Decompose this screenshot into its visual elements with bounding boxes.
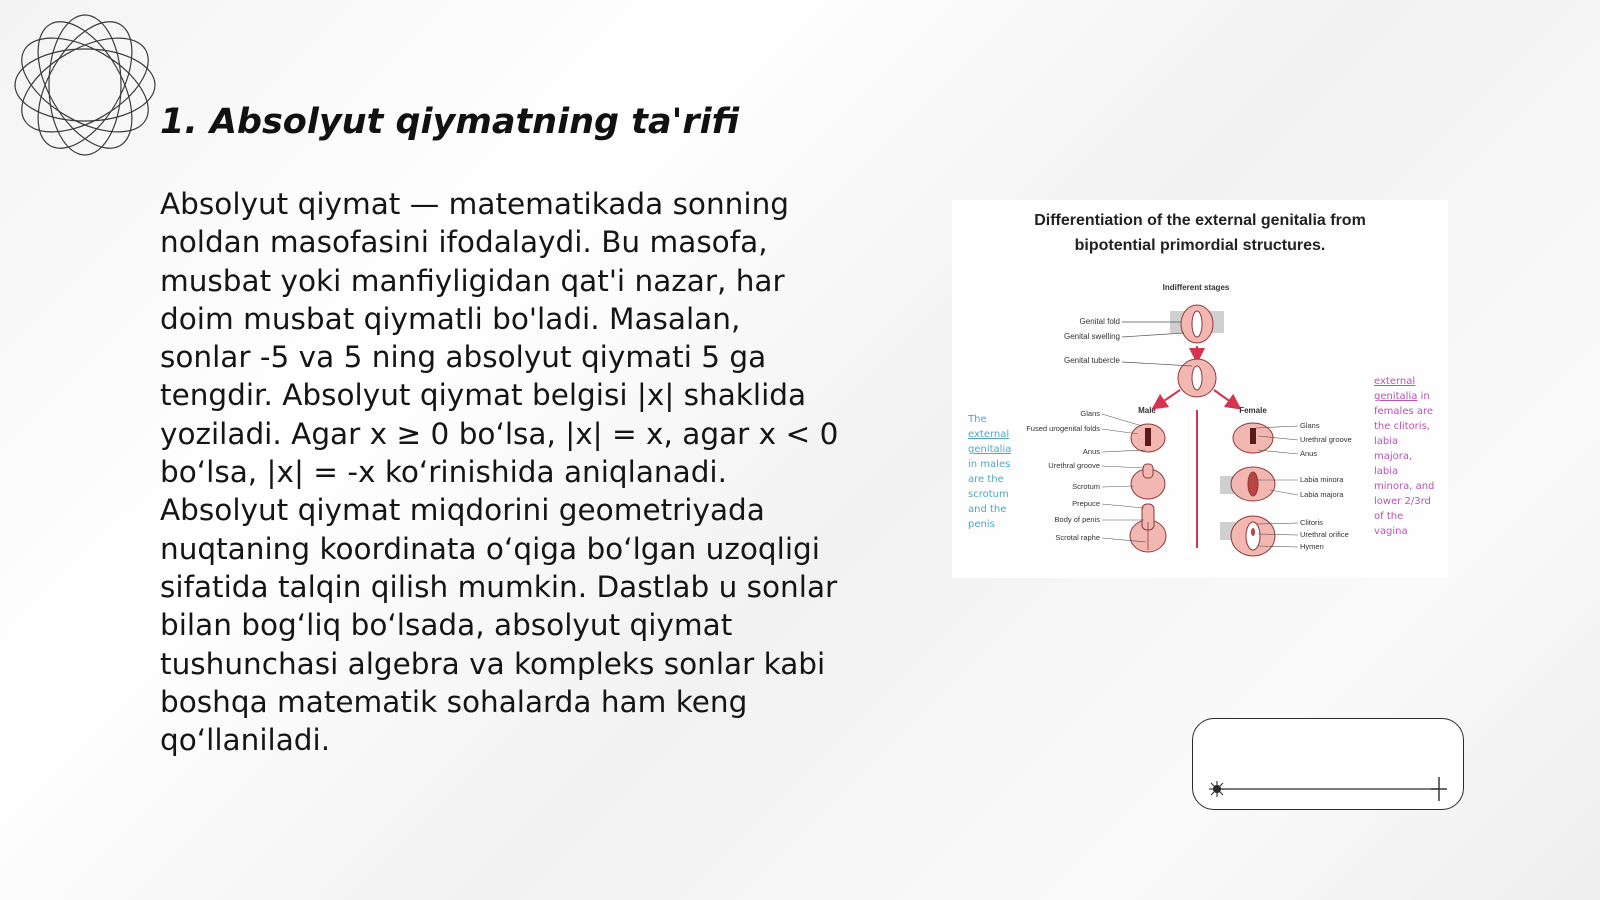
female-label-hymen: Hymen <box>1300 542 1324 551</box>
female-label-labia-minora: Labia minora <box>1300 475 1344 484</box>
female-label-glans: Glans <box>1300 421 1320 430</box>
female-label-urethral-orifice: Urethral orifice <box>1300 530 1349 539</box>
stage-heading: Indifferent stages <box>1162 283 1230 292</box>
male-label-prepuce: Prepuce <box>1072 499 1100 508</box>
note-males-start: The <box>968 414 987 425</box>
indifferent-organ-1 <box>1170 305 1224 343</box>
cross-icon <box>1431 777 1447 801</box>
female-arrow <box>1214 390 1235 405</box>
rosette-icon <box>10 10 160 160</box>
note-females <box>1374 374 1438 539</box>
label-genital-tubercle: Genital tubercle <box>1063 356 1120 365</box>
external-genitalia-link-females[interactable]: external genitalia <box>1374 376 1418 402</box>
male-organ-1 <box>1131 424 1165 452</box>
female-label-anus: Anus <box>1300 449 1318 458</box>
indifferent-organ-2 <box>1178 359 1216 397</box>
female-organ-3 <box>1220 516 1275 556</box>
male-organ-2 <box>1131 464 1165 499</box>
male-label-anus: Anus <box>1082 447 1100 456</box>
male-label-urethral-groove: Urethral groove <box>1048 461 1100 470</box>
male-label-fused-folds: Fused urogenital folds <box>1026 424 1100 433</box>
note-males <box>968 412 1020 532</box>
note-males-rest: in males are the scrotum and the penis <box>968 459 1011 530</box>
label-genital-fold: Genital fold <box>1079 317 1120 326</box>
female-organ-2 <box>1220 467 1275 501</box>
decorative-line <box>1193 719 1463 809</box>
male-label-scrotum: Scrotum <box>1072 482 1100 491</box>
male-label-scrotal-raphe: Scrotal raphe <box>1055 533 1100 542</box>
male-arrow <box>1158 390 1180 405</box>
male-heading: Male <box>1138 406 1156 415</box>
female-label-urethral-groove: Urethral groove <box>1300 435 1352 444</box>
genitalia-diagram <box>952 200 1448 578</box>
label-genital-swelling: Genital swelling <box>1063 332 1120 341</box>
figure-title-line-1: Differentiation of the external genitalia from <box>1034 212 1366 229</box>
figure-title-line-2: bipotential primordial structures. <box>1074 237 1326 254</box>
male-organ-3 <box>1130 504 1166 552</box>
female-label-clitoris: Clitoris <box>1300 518 1323 527</box>
male-label-body-of-penis: Body of penis <box>1054 515 1100 524</box>
female-label-labia-majora: Labia majora <box>1300 490 1344 499</box>
body-paragraph: Absolyut qiymat — matematikada sonning noldan masofasini ifodalaydi. Bu masofa, musbat yoki manfiyligidan qat'i nazar, har doim musbat qiymatli bo'ladi. Masalan, sonlar -5 va 5 ning absolyut qiymati 5 ga tengdir. Absolyut qiymat belgisi |x| shaklida yoziladi. Agar x ≥ 0 bo‘lsa, |x| = x, agar x < 0 bo‘lsa, |x| = -x ko‘rinishida aniqlanadi. Absolyut qiymat miqdorini geometriyada nuqtaning koordinata o‘qiga bo‘lgan uzoqligi sifatida talqin qilish mumkin. Dastlab u sonlar bilan bog‘liq bo‘lsada, absolyut qiymat tushunchasi algebra va kompleks sonlar kabi boshqa matematik sohalarda ham keng qo‘llaniladi. <box>160 187 839 758</box>
decorative-line-box <box>1192 718 1464 810</box>
slide-title: 1. Absolyut qiymatning ta'rifi <box>160 102 740 142</box>
external-genitalia-link-males[interactable]: external genitalia <box>968 429 1012 455</box>
sparkle-icon <box>1209 781 1225 797</box>
female-heading: Female <box>1239 406 1267 415</box>
note-females-rest: in females are the clitoris, labia majora, labia minora, and lower 2/3rd of the vagina <box>1374 391 1435 537</box>
male-label-glans: Glans <box>1080 409 1100 418</box>
